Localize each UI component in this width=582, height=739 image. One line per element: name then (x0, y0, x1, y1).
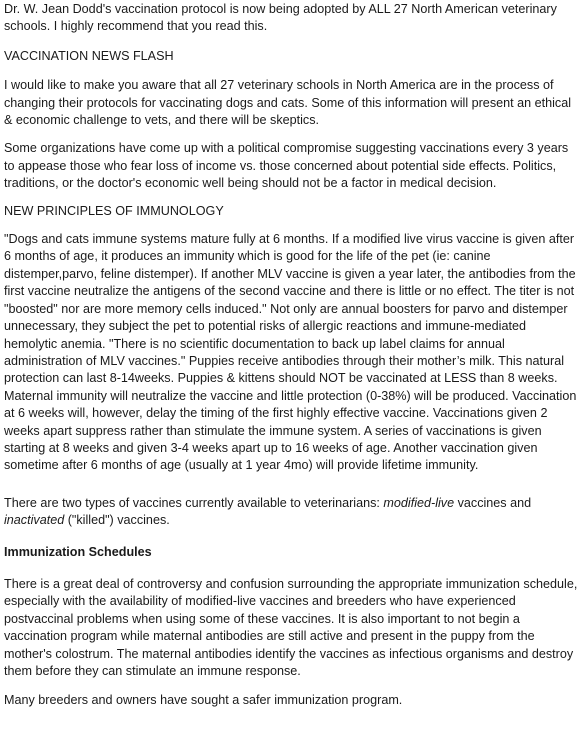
types-text-before: There are two types of vaccines currently available to veterinarians: (4, 495, 384, 510)
types-text-middle: vaccines and (454, 495, 532, 510)
safer-program-paragraph: Many breeders and owners have sought a safer immunization program. (4, 693, 403, 708)
intro-paragraph: Dr. W. Jean Dodd's vaccination protocol is now being adopted by ALL 27 North American veterinary schools. I highly recommend that you read this. (4, 2, 557, 34)
modified-live-term: modified-live (383, 495, 455, 510)
immunization-schedules-paragraph: There is a great deal of controversy and confusion surrounding the appropriate immunization schedule, especially with the availability of modified-live vaccines and breeders who have experienced postvaccinal problems when using some of these vaccines. It is also important to not begin a vaccination program while maternal antibodies are still active and present in the puppy from the mother's colostrum. The maternal antibodies identify the vaccines as infectious organisms and destroy them before they can stimulate an immune response. (4, 576, 578, 678)
inactivated-term: inactivated (4, 513, 65, 528)
vaccine-types-paragraph (4, 495, 578, 530)
immunology-paragraph: "Dogs and cats immune systems mature fully at 6 months. If a modified live virus vaccine is given after 6 months of age, it produces an immunity which is good for the life of the pet (ie: canine distemper,parvo, feline distemper). If another MLV vaccine is given a year later, the antibodies from the first vaccine neutralize the antigens of the second vaccine and there is little or no effect. The titer is not "boosted" nor are more memory cells induced." Not only are annual boosters for parvo and distemper unnecessary, they subject the pet to potential risks of allergic reactions and immune-mediated hemolytic anemia. "There is no scientific documentation to back up label claims for annual administration of MLV vaccines." Puppies receive antibodies through their mother’s milk. This natural protection can last 8-14weeks. Puppies & kittens should NOT be vaccinated at LESS than 8 weeks. Maternal immunity will neutralize the vaccine and little protection (0-38%) will be produced. Vaccination at 6 weeks will, however, delay the timing of the first highly effective vaccine. Vaccinations given 2 weeks apart suppress rather than stimulate the immune system. A series of vaccinations is given starting at 8 weeks and given 3-4 weeks apart up to 16 weeks of age. Another vaccination given sometime after 6 months of age (usually at 1 year 4mo) will provide lifetime immunity. (4, 232, 577, 473)
immunization-schedules-heading: Immunization Schedules (4, 544, 152, 559)
news-flash-paragraph: I would like to make you aware that all 27 veterinary schools in North America are in the process of changing their protocols for vaccinating dogs and cats. Some of this information will present an ethical & economic challenge to vets, and there will be skeptics. (4, 78, 572, 128)
news-flash-heading: VACCINATION NEWS FLASH (4, 48, 174, 63)
immunology-heading: NEW PRINCIPLES OF IMMUNOLOGY (4, 203, 224, 218)
types-text-after: ("killed") vaccines. (64, 513, 170, 528)
document-body (4, 1, 578, 710)
organizations-paragraph: Some organizations have come up with a political compromise suggesting vaccinations every 3 years to appease those who fear loss of income vs. those concerned about potential side effects. Politics, traditions, or the doctor's economic well being should not be a factor in medical decision. (4, 141, 569, 191)
